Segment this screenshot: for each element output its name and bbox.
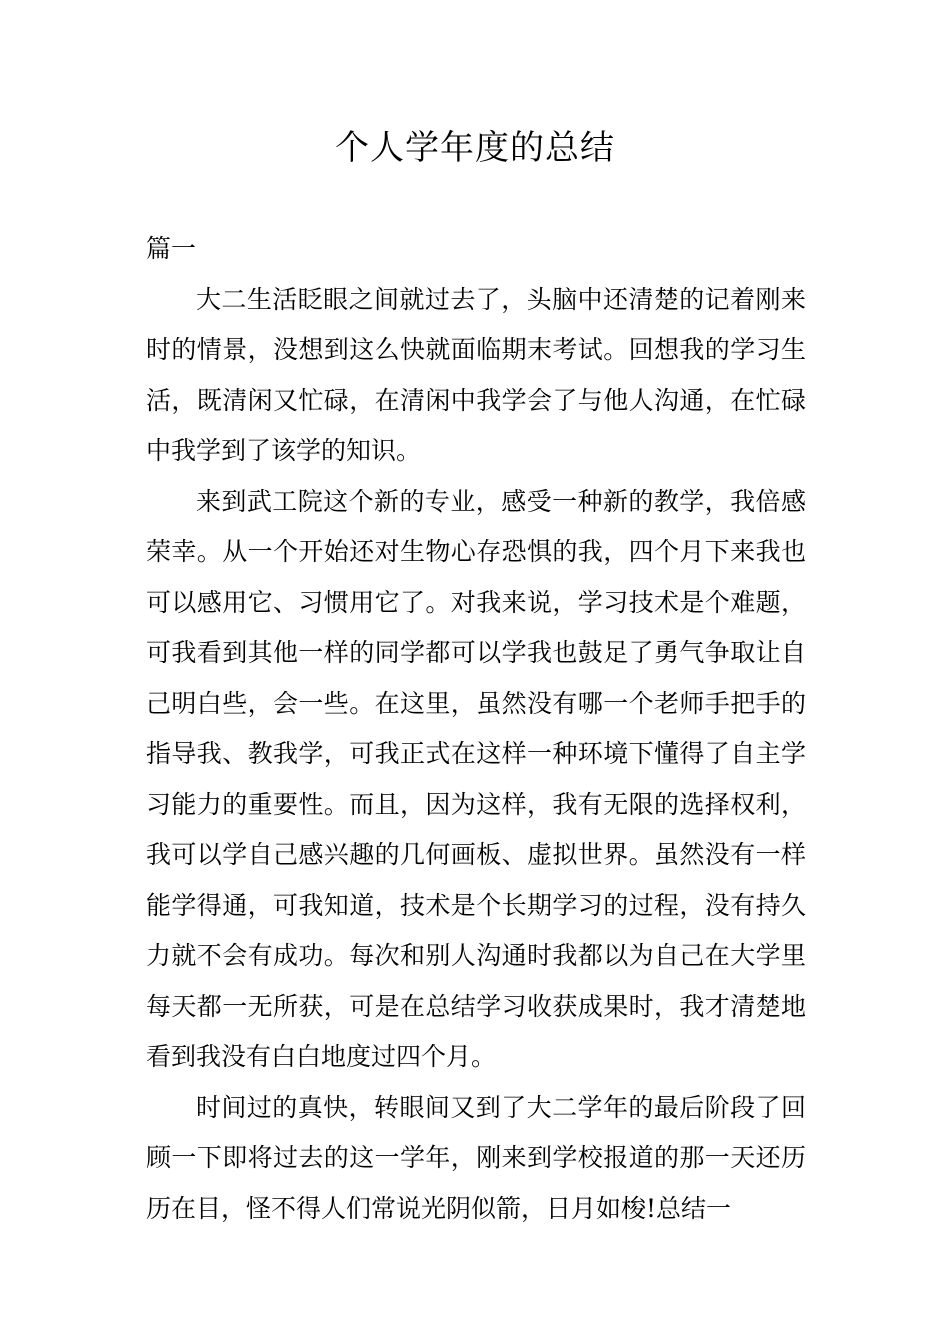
document-title: 个人学年度的总结: [335, 128, 615, 168]
document-body: [146, 224, 806, 1234]
paragraph-1: 大二生活眨眼之间就过去了，头脑中还清楚的记着刚来时的情景，没想到这么快就面临期末考试。回想我的学习生活，既清闲又忙碌，在清闲中我学会了与他人沟通，在忙碌中我学到了该学的知识。: [146, 284, 806, 465]
paragraph-3: 时间过的真快，转眼间又到了大二学年的最后阶段了回顾一下即将过去的这一学年，刚来到学校报道的那一天还历历在目，怪不得人们常说光阴似箭，日月如梭!总结一: [146, 1092, 806, 1223]
section-label: 篇一: [146, 234, 197, 263]
paragraph-2: 来到武工院这个新的专业，感受一种新的教学，我倍感荣幸。从一个开始还对生物心存恐惧的我，四个月下来我也可以感用它、习惯用它了。对我来说，学习技术是个难题，可我看到其他一样的同学都可以学我也鼓足了勇气争取让自己明白些，会一些。在这里，虽然没有哪一个老师手把手的指导我、教我学，可我正式在这样一种环境下懂得了自主学习能力的重要性。而且，因为这样，我有无限的选择权利，我可以学自己感兴趣的几何画板、虚拟世界。虽然没有一样能学得通，可我知道，技术是个长期学习的过程，没有持久力就不会有成功。每次和别人沟通时我都以为自己在大学里每天都一无所获，可是在总结学习收获成果时，我才清楚地看到我没有白白地度过四个月。: [146, 486, 806, 1071]
